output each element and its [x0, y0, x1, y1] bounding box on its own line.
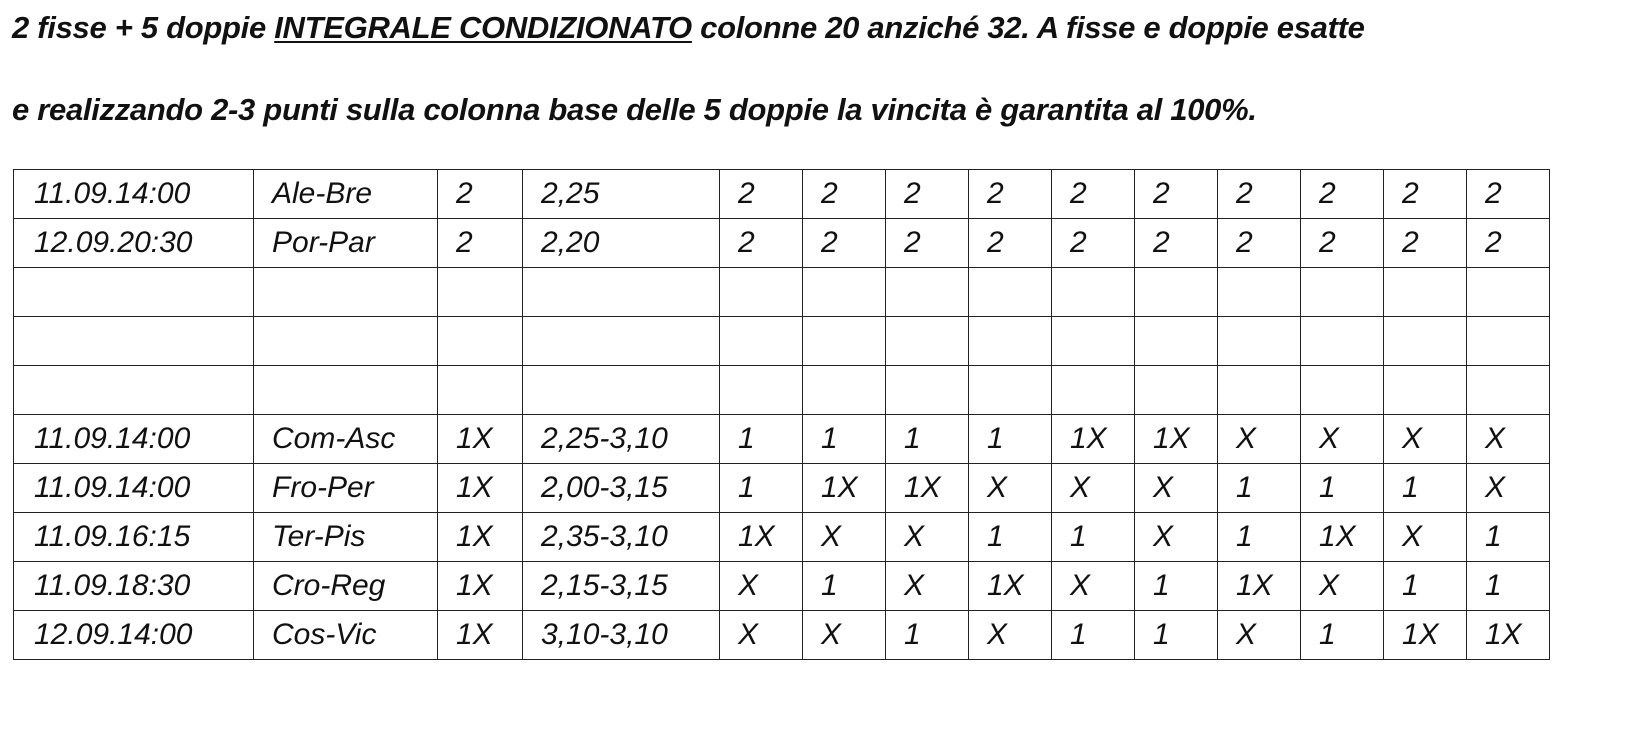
date-cell: 11.09.16:15: [14, 513, 254, 562]
date-cell: [14, 317, 254, 366]
combination-cell: 1X: [1218, 562, 1301, 611]
date-cell: 11.09.14:00: [14, 170, 254, 219]
combination-cell: X: [1218, 611, 1301, 660]
match-cell: [254, 366, 438, 415]
combination-cell: 1: [1467, 562, 1550, 611]
combination-cell: 1: [969, 513, 1052, 562]
combination-cell: [803, 317, 886, 366]
combination-cell: 1X: [1135, 415, 1218, 464]
table-row: [14, 170, 1550, 219]
odds-cell: [523, 268, 720, 317]
combination-cell: 1: [803, 415, 886, 464]
combination-cell: 1X: [886, 464, 969, 513]
table-row: [14, 562, 1550, 611]
combination-cell: 2: [1384, 170, 1467, 219]
header-line-2: e realizzando 2-3 punti sulla colonna base delle 5 doppie la vincita è garantita al 100%.: [12, 92, 1257, 127]
table-row: [14, 611, 1550, 660]
combination-cell: 1: [1384, 562, 1467, 611]
header-prefix: 2 fisse + 5 doppie: [12, 10, 275, 45]
combination-cell: 1X: [969, 562, 1052, 611]
combination-cell: [1052, 366, 1135, 415]
combination-cell: 1: [886, 611, 969, 660]
odds-cell: 2,15-3,15: [523, 562, 720, 611]
combination-cell: [1218, 268, 1301, 317]
date-cell: 11.09.18:30: [14, 562, 254, 611]
combination-cell: X: [1052, 464, 1135, 513]
combination-cell: 1X: [1052, 415, 1135, 464]
combination-cell: 2: [886, 219, 969, 268]
combination-cell: 2: [1467, 219, 1550, 268]
combination-cell: [803, 268, 886, 317]
combination-cell: X: [720, 562, 803, 611]
pick-cell: [438, 268, 523, 317]
combination-cell: [1218, 317, 1301, 366]
combination-cell: X: [969, 464, 1052, 513]
table-row: [14, 513, 1550, 562]
combination-cell: [969, 317, 1052, 366]
match-cell: Fro-Per: [254, 464, 438, 513]
combination-cell: 1X: [1384, 611, 1467, 660]
combination-cell: 1: [1135, 611, 1218, 660]
combination-cell: 2: [1052, 219, 1135, 268]
combination-cell: 1: [1384, 464, 1467, 513]
combination-cell: X: [1135, 513, 1218, 562]
combination-cell: [1384, 268, 1467, 317]
combination-cell: [1384, 317, 1467, 366]
match-cell: Com-Asc: [254, 415, 438, 464]
combination-cell: 1: [1218, 464, 1301, 513]
pick-cell: 1X: [438, 415, 523, 464]
pick-cell: [438, 366, 523, 415]
combination-cell: [720, 366, 803, 415]
odds-cell: 2,35-3,10: [523, 513, 720, 562]
combination-cell: [1218, 366, 1301, 415]
combination-cell: 2: [1135, 170, 1218, 219]
match-cell: [254, 317, 438, 366]
combination-cell: [969, 268, 1052, 317]
combination-cell: 1: [1052, 513, 1135, 562]
combination-cell: [720, 268, 803, 317]
odds-cell: 3,10-3,10: [523, 611, 720, 660]
combination-cell: X: [803, 513, 886, 562]
combination-cell: 2: [720, 170, 803, 219]
combination-cell: 2: [1218, 170, 1301, 219]
match-cell: Por-Par: [254, 219, 438, 268]
combination-cell: 2: [720, 219, 803, 268]
combination-cell: [1301, 366, 1384, 415]
combination-cell: X: [1467, 415, 1550, 464]
table-row: [14, 415, 1550, 464]
combination-cell: 2: [1301, 219, 1384, 268]
combination-cell: 2: [886, 170, 969, 219]
date-cell: 11.09.14:00: [14, 415, 254, 464]
pick-cell: 2: [438, 219, 523, 268]
combination-cell: 1: [1301, 464, 1384, 513]
combination-cell: X: [1467, 464, 1550, 513]
combination-cell: [1467, 268, 1550, 317]
pick-cell: 1X: [438, 611, 523, 660]
combination-cell: [803, 366, 886, 415]
combination-cell: 1: [803, 562, 886, 611]
combination-cell: 2: [969, 219, 1052, 268]
header-line-1: [12, 10, 1365, 46]
combination-cell: [886, 268, 969, 317]
combination-cell: X: [1052, 562, 1135, 611]
table-row: [14, 464, 1550, 513]
table-row: [14, 366, 1550, 415]
combination-cell: 1X: [1301, 513, 1384, 562]
pick-cell: 1X: [438, 464, 523, 513]
combination-cell: 1: [1052, 611, 1135, 660]
combination-cell: 2: [1301, 170, 1384, 219]
combination-cell: 2: [803, 170, 886, 219]
combination-cell: [1301, 268, 1384, 317]
schedule-table-body: [14, 170, 1550, 660]
combination-cell: X: [1384, 513, 1467, 562]
match-cell: Ale-Bre: [254, 170, 438, 219]
combination-cell: [1135, 366, 1218, 415]
combination-cell: 2: [969, 170, 1052, 219]
pick-cell: 2: [438, 170, 523, 219]
combination-cell: [1467, 366, 1550, 415]
match-cell: Ter-Pis: [254, 513, 438, 562]
match-cell: Cos-Vic: [254, 611, 438, 660]
combination-cell: [1052, 317, 1135, 366]
combination-cell: [720, 317, 803, 366]
combination-cell: 1: [1301, 611, 1384, 660]
combination-cell: [1052, 268, 1135, 317]
combination-cell: X: [886, 562, 969, 611]
header-underlined-title: INTEGRALE CONDIZIONATO: [274, 10, 692, 45]
combination-cell: 1: [720, 464, 803, 513]
combination-cell: X: [1301, 415, 1384, 464]
pick-cell: [438, 317, 523, 366]
combination-cell: X: [1135, 464, 1218, 513]
combination-cell: X: [969, 611, 1052, 660]
combination-cell: [886, 317, 969, 366]
date-cell: 11.09.14:00: [14, 464, 254, 513]
combination-cell: [1135, 268, 1218, 317]
combination-cell: [969, 366, 1052, 415]
combination-cell: 1X: [720, 513, 803, 562]
odds-cell: 2,25-3,10: [523, 415, 720, 464]
combination-cell: 2: [1384, 219, 1467, 268]
combination-cell: [886, 366, 969, 415]
combination-cell: X: [803, 611, 886, 660]
date-cell: [14, 268, 254, 317]
odds-cell: 2,25: [523, 170, 720, 219]
header-suffix: colonne 20 anziché 32. A fisse e doppie esatte: [691, 10, 1365, 45]
combination-cell: 1: [1135, 562, 1218, 611]
pick-cell: 1X: [438, 513, 523, 562]
combination-cell: 1: [720, 415, 803, 464]
betting-schedule-table: [13, 169, 1550, 660]
table-row: [14, 317, 1550, 366]
combination-cell: [1467, 317, 1550, 366]
match-cell: Cro-Reg: [254, 562, 438, 611]
date-cell: 12.09.14:00: [14, 611, 254, 660]
combination-cell: X: [1218, 415, 1301, 464]
combination-cell: 1X: [1467, 611, 1550, 660]
odds-cell: [523, 317, 720, 366]
pick-cell: 1X: [438, 562, 523, 611]
table-row: [14, 268, 1550, 317]
combination-cell: 1X: [803, 464, 886, 513]
combination-cell: 1: [886, 415, 969, 464]
table-row: [14, 219, 1550, 268]
date-cell: 12.09.20:30: [14, 219, 254, 268]
odds-cell: 2,20: [523, 219, 720, 268]
date-cell: [14, 366, 254, 415]
combination-cell: 2: [803, 219, 886, 268]
combination-cell: X: [1301, 562, 1384, 611]
combination-cell: X: [886, 513, 969, 562]
combination-cell: 1: [1467, 513, 1550, 562]
odds-cell: [523, 366, 720, 415]
combination-cell: [1135, 317, 1218, 366]
combination-cell: 2: [1052, 170, 1135, 219]
match-cell: [254, 268, 438, 317]
combination-cell: X: [720, 611, 803, 660]
combination-cell: X: [1384, 415, 1467, 464]
combination-cell: [1384, 366, 1467, 415]
combination-cell: 2: [1467, 170, 1550, 219]
combination-cell: 2: [1218, 219, 1301, 268]
combination-cell: 2: [1135, 219, 1218, 268]
odds-cell: 2,00-3,15: [523, 464, 720, 513]
combination-cell: 1: [969, 415, 1052, 464]
combination-cell: [1301, 317, 1384, 366]
combination-cell: 1: [1218, 513, 1301, 562]
